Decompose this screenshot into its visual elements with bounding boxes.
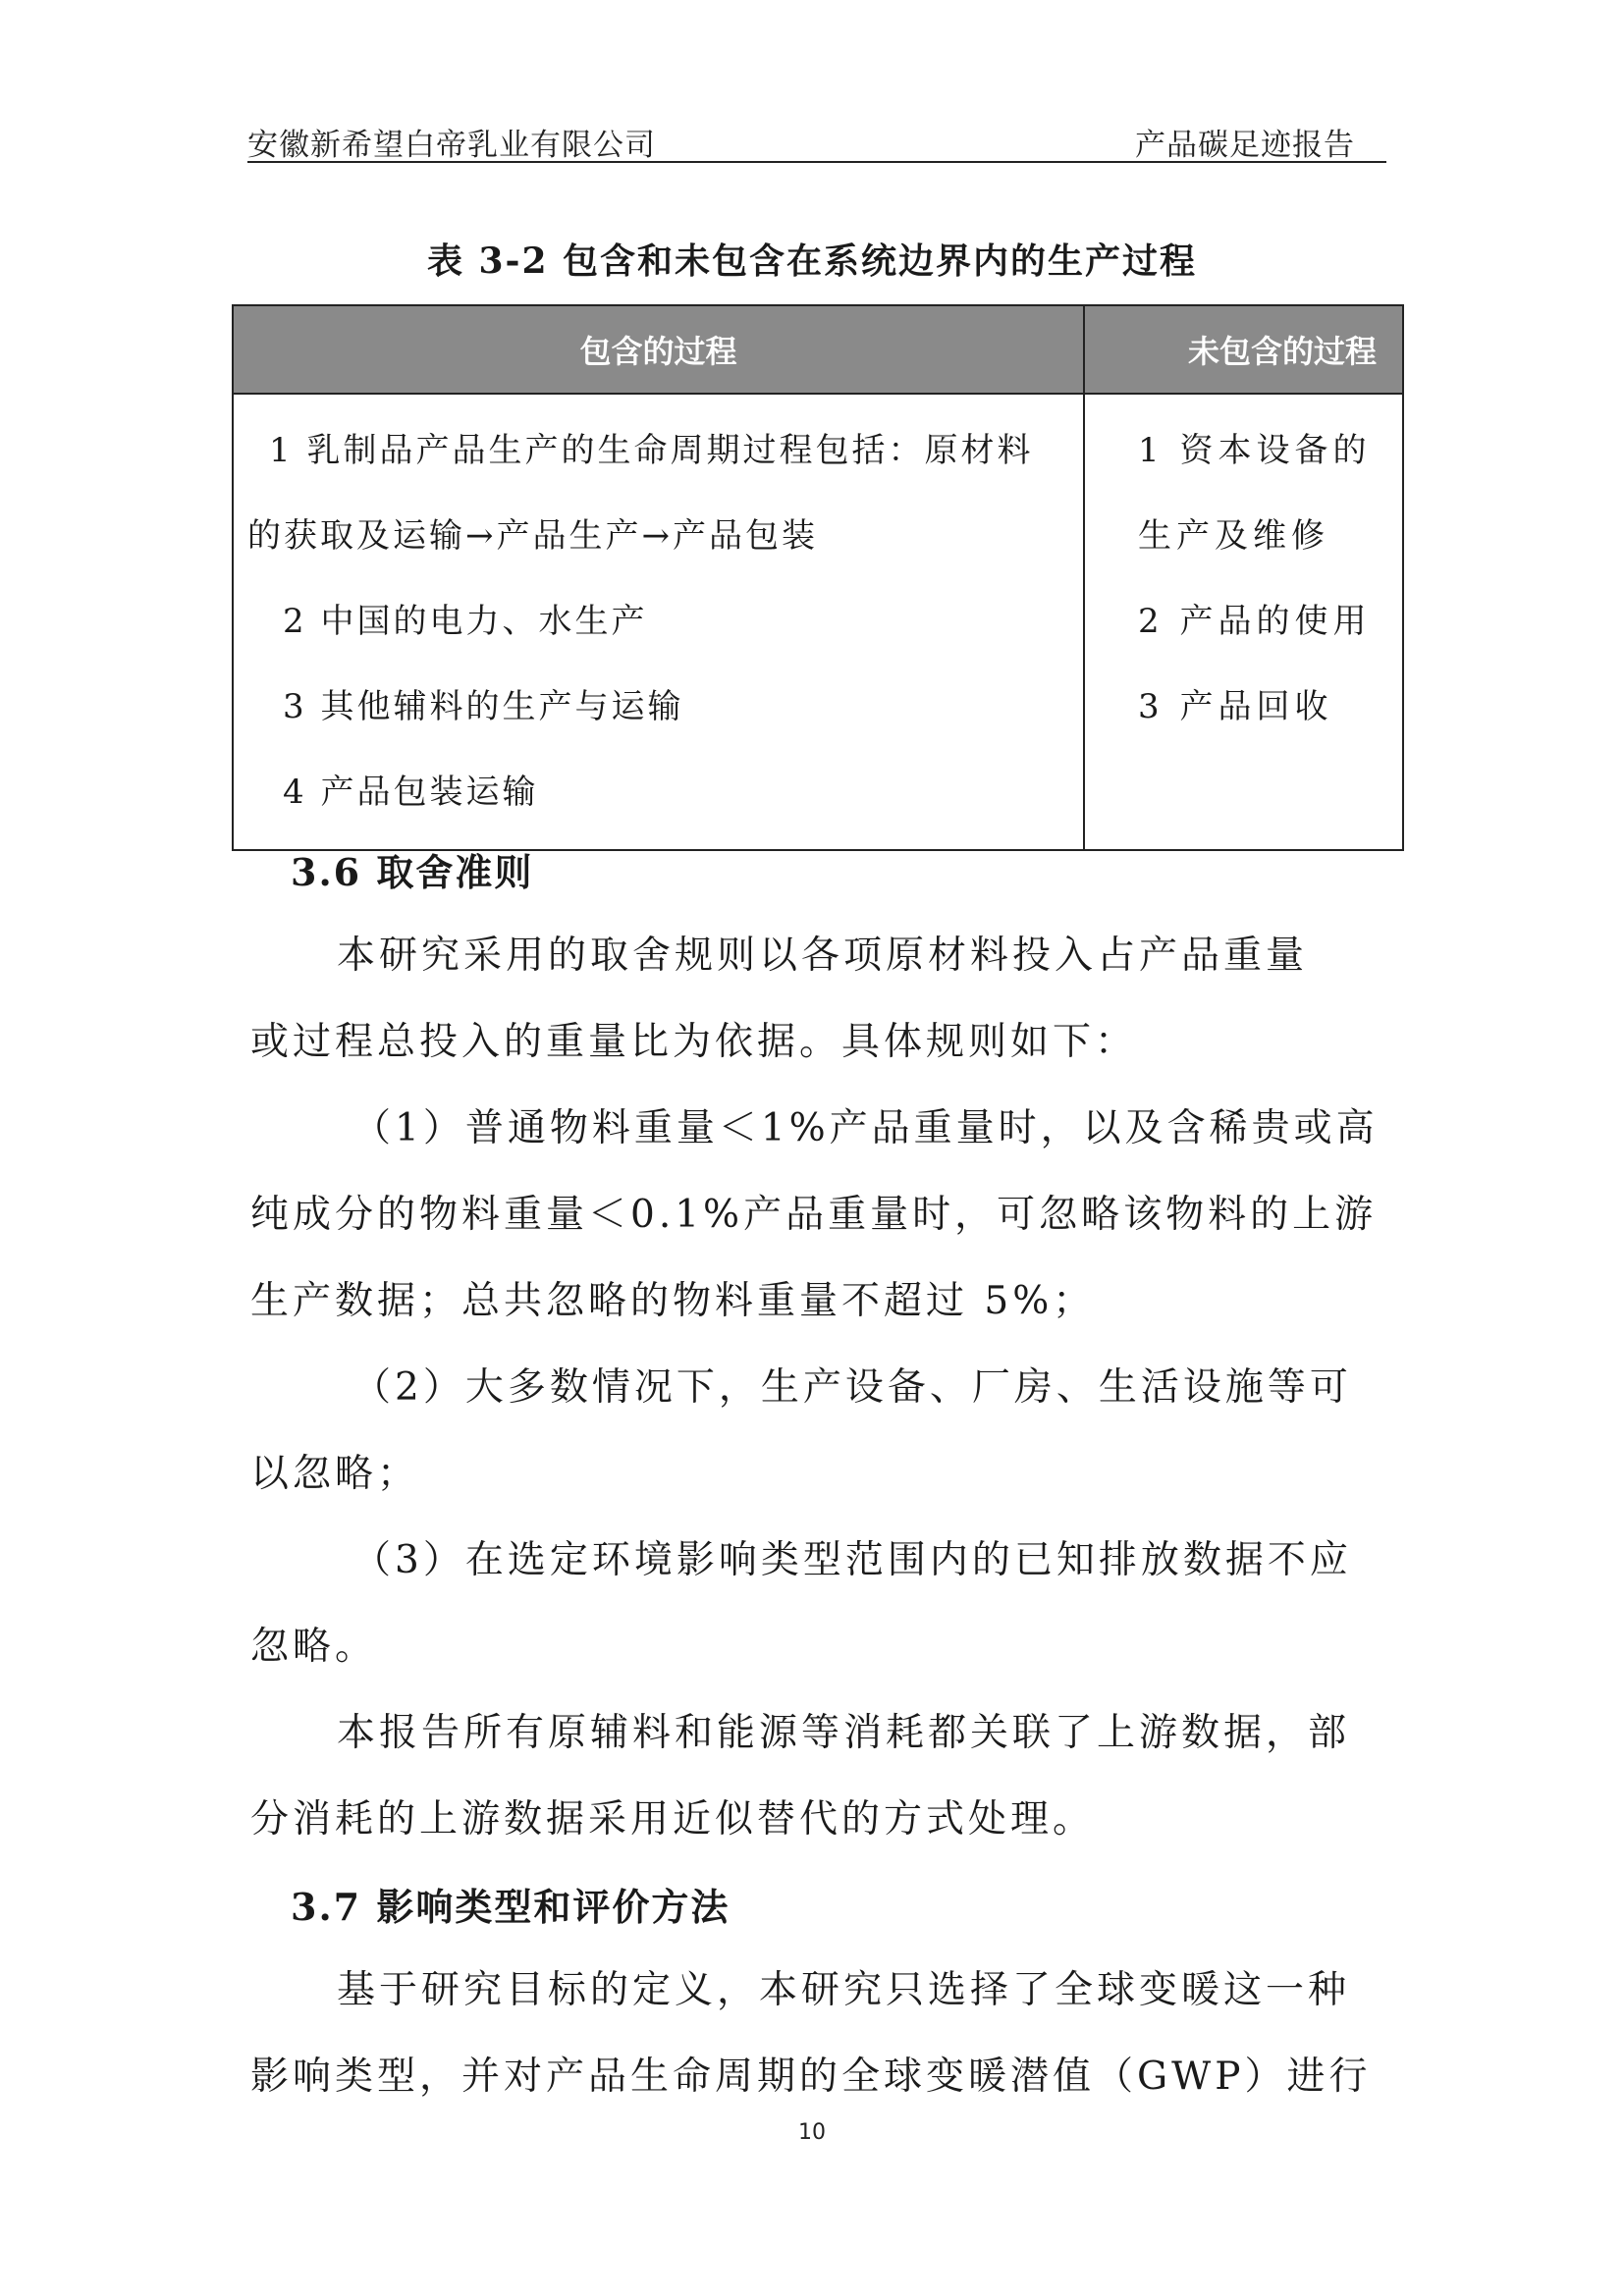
included-cell [233,394,1084,850]
included-line: 3 其他辅料的生产与运输 [283,687,684,726]
paragraph-cutoff-intro [250,913,1389,1086]
table-row [233,394,1403,850]
included-line: 2 中国的电力、水生产 [283,602,648,641]
page-number: 10 [798,2120,826,2145]
paragraph-line: 以忽略； [250,1452,420,1496]
included-line: 的获取及运输→产品生产→产品包装 [247,516,818,556]
paragraph-rule-3 [250,1518,1389,1690]
table-caption: 表 3-2 包含和未包含在系统边界内的生产过程 [426,240,1198,282]
paragraph-line: 基于研究目标的定义，本研究只选择了全球变暖这一种 [337,1968,1351,2012]
header-company: 安徽新希望白帝乳业有限公司 [247,128,656,163]
paragraph-line: 生产数据；总共忽略的物料重量不超过 5%； [250,1279,1096,1323]
paragraph-line: （1）普通物料重量＜1%产品重量时，以及含稀贵或高 [352,1106,1379,1150]
excluded-line: 2 产品的使用 [1138,602,1372,641]
column-header-excluded: 未包含的过程 [1084,305,1403,394]
page-header [247,116,1386,163]
paragraph-line: 纯成分的物料重量＜0.1%产品重量时，可忽略该物料的上游 [250,1193,1378,1237]
paragraph-line: 忽略。 [250,1625,378,1669]
paragraph-rule-1 [250,1086,1389,1345]
paragraph-line: （2）大多数情况下，生产设备、厂房、生活设施等可 [352,1365,1352,1410]
paragraph-line: （3）在选定环境影响类型范围内的已知排放数据不应 [352,1538,1352,1582]
excluded-line: 生产及维修 [1138,516,1329,556]
column-header-included: 包含的过程 [233,305,1084,394]
included-line: 4 产品包装运输 [283,773,539,812]
excluded-line: 3 产品回收 [1138,687,1333,726]
paragraph-impact-category [250,1948,1389,2120]
paragraph-line: 或过程总投入的重量比为依据。具体规则如下： [250,1020,1138,1064]
section-heading-3-6: 3.6 取舍准则 [291,850,534,894]
paragraph-line: 分消耗的上游数据采用近似替代的方式处理。 [250,1797,1096,1842]
paragraph-line: 本报告所有原辅料和能源等消耗都关联了上游数据，部 [337,1711,1351,1755]
paragraph-line: 本研究采用的取舍规则以各项原材料投入占产品重量 [337,934,1309,978]
excluded-line: 1 资本设备的 [1138,431,1372,470]
excluded-cell [1084,394,1403,850]
paragraph-line: 影响类型，并对产品生命周期的全球变暖潜值（GWP）进行 [250,2055,1372,2099]
paragraph-rule-2 [250,1345,1389,1518]
section-heading-3-7: 3.7 影响类型和评价方法 [291,1885,731,1929]
paragraph-upstream-data [250,1690,1389,1863]
included-line: 1 乳制品产品生产的生命周期过程包括：原材料 [269,431,1034,470]
boundary-table [232,304,1404,851]
header-report-title: 产品碳足迹报告 [1135,128,1355,163]
